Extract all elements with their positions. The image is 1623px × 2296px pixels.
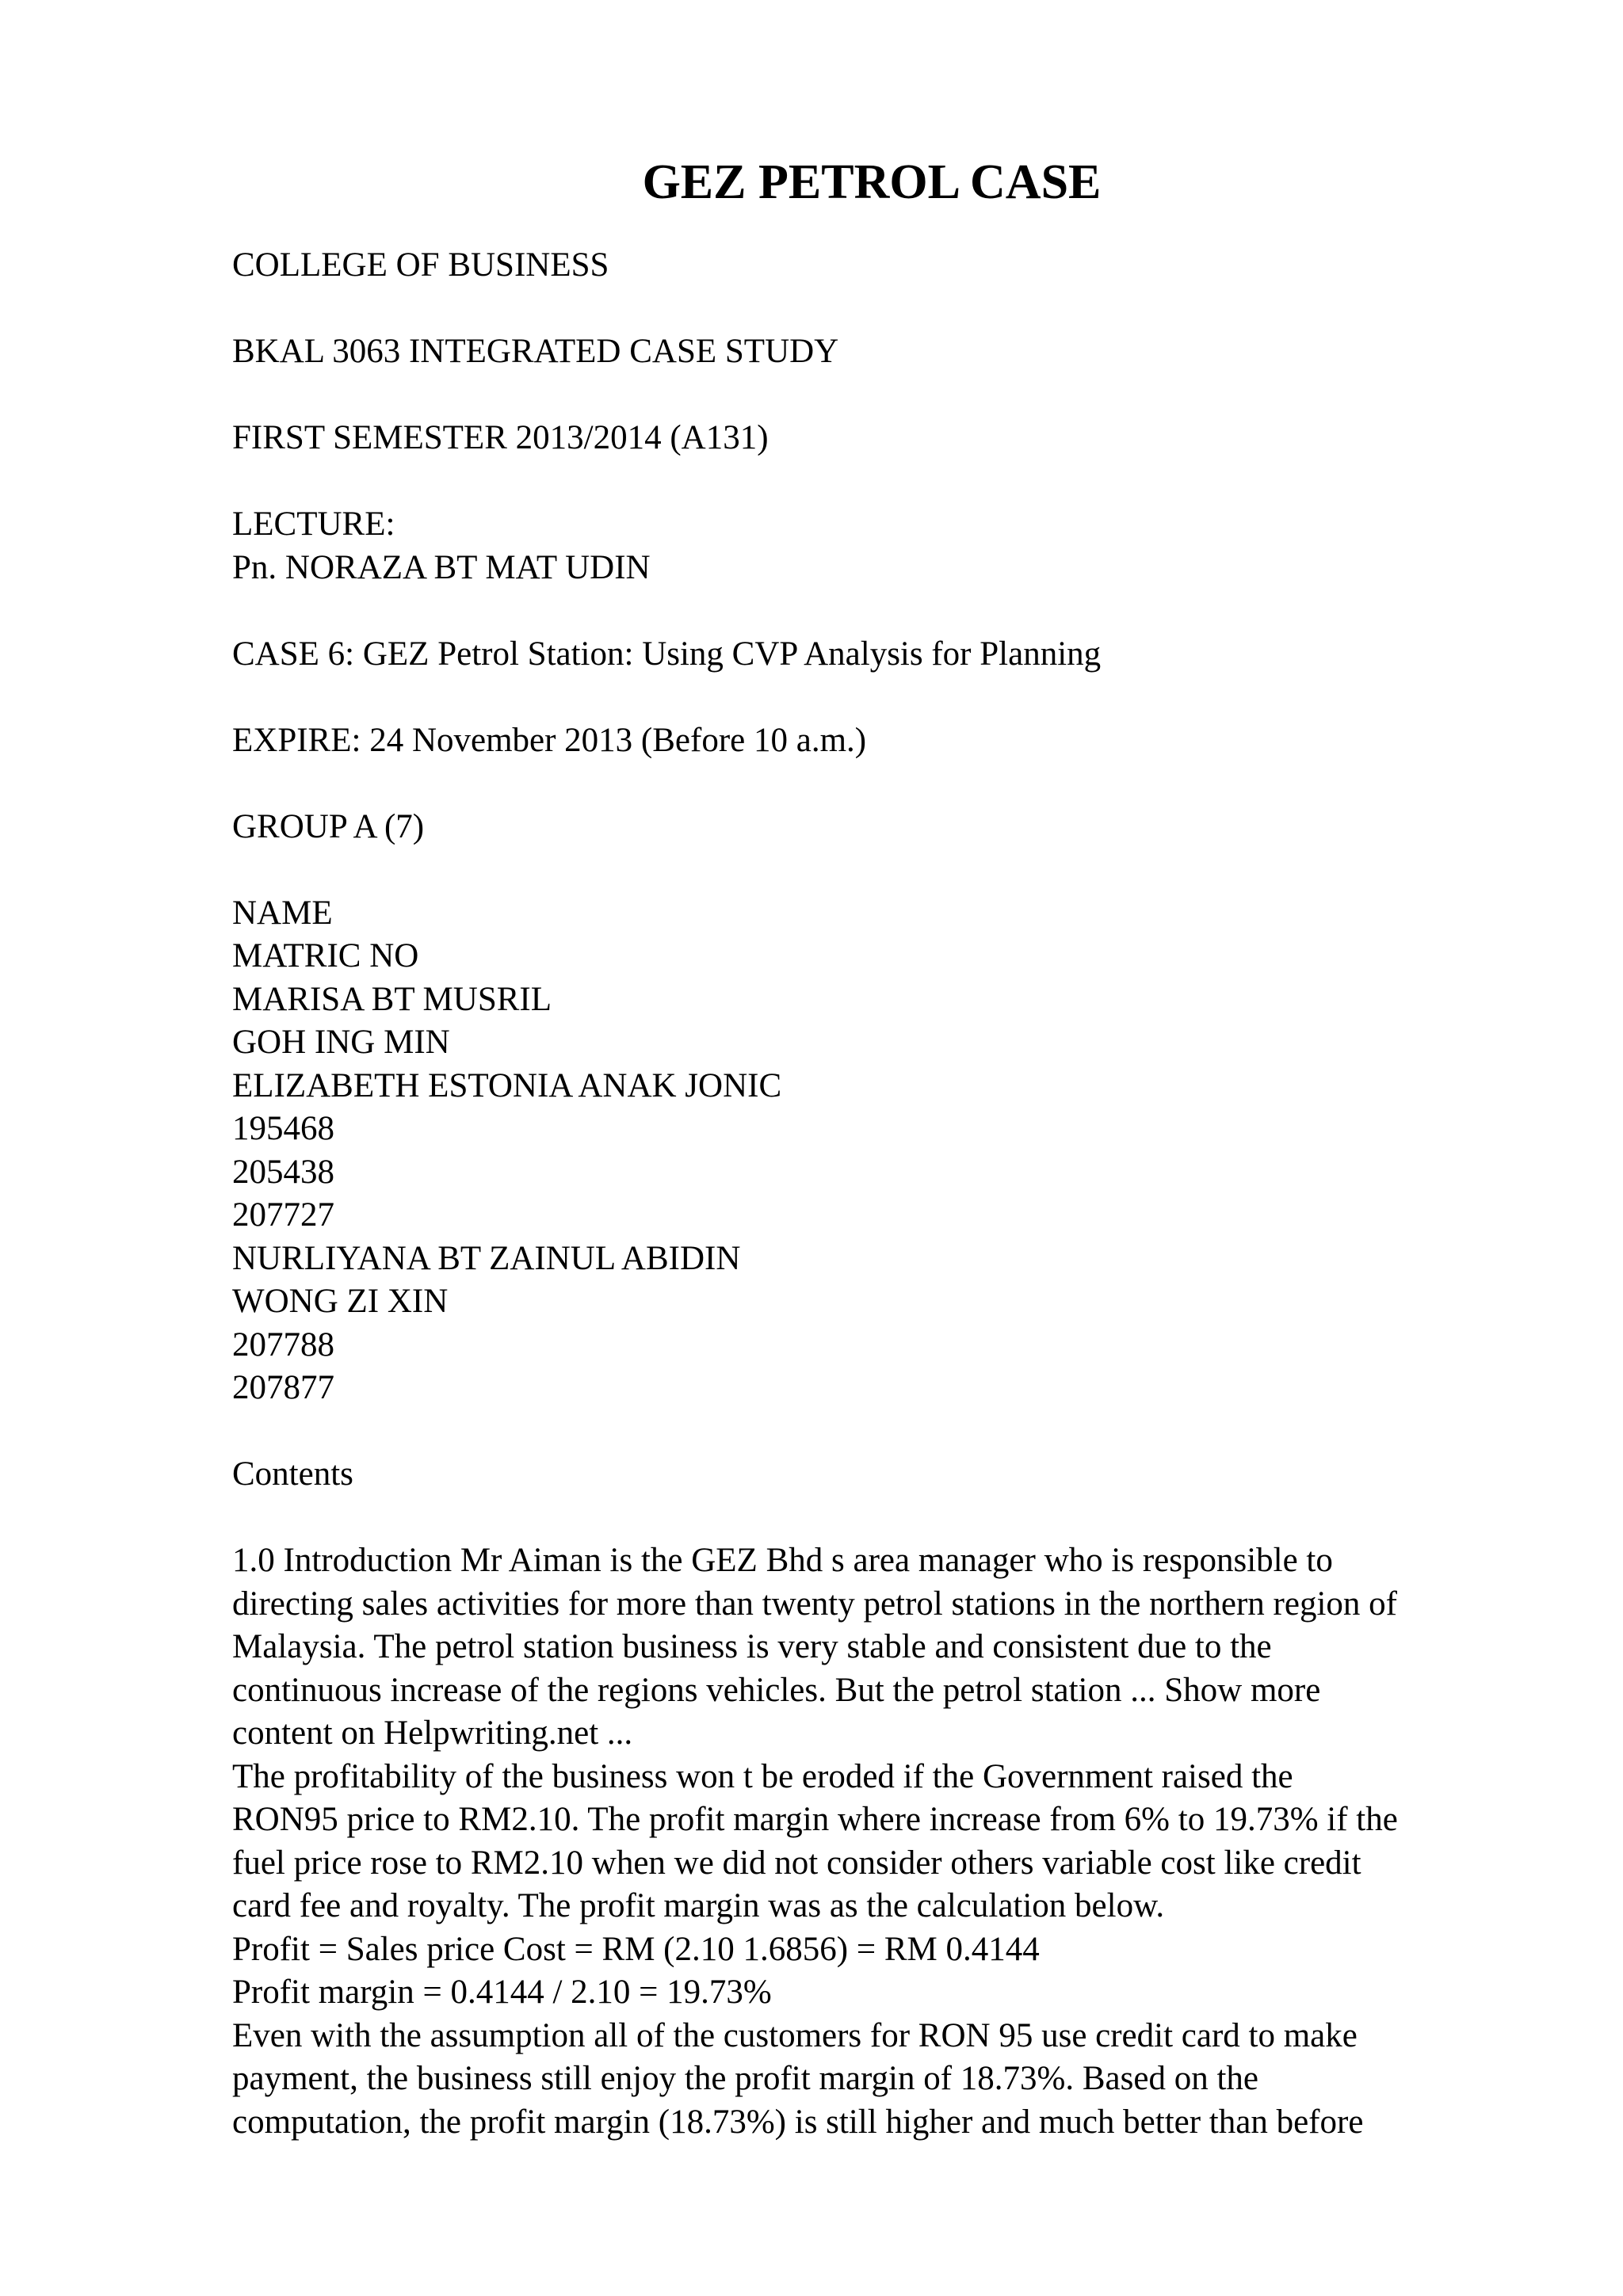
body-line: The profitability of the business won t be eroded if the Government raised the <box>232 1757 1293 1795</box>
body-line: computation, the profit margin (18.73%) is still higher and much better than before <box>232 2103 1364 2141</box>
list-item: 205438 <box>232 1153 334 1191</box>
body-line: Malaysia. The petrol station business is very stable and consistent due to the <box>232 1628 1272 1665</box>
body-line: 1.0 Introduction Mr Aiman is the GEZ Bhd s area manager who is responsible to <box>232 1542 1333 1579</box>
case-text: CASE 6: GEZ Petrol Station: Using CVP Analysis for Planning <box>232 635 1102 673</box>
document-content <box>232 244 1516 2144</box>
group-text: GROUP A (7) <box>232 807 425 845</box>
list-item: MATRIC NO <box>232 937 419 974</box>
list-item: ELIZABETH ESTONIA ANAK JONIC <box>232 1066 782 1104</box>
case-line <box>232 633 1516 677</box>
course-text: BKAL 3063 INTEGRATED CASE STUDY <box>232 333 839 370</box>
body-line: Profit = Sales price Cost = RM (2.10 1.6856) = RM 0.4144 <box>232 1930 1040 1968</box>
group-line <box>232 806 1516 849</box>
list-item: WONG ZI XIN <box>232 1283 449 1320</box>
contents-heading: Contents <box>232 1455 353 1493</box>
body-line: fuel price rose to RM2.10 when we did not consider others variable cost like credit <box>232 1844 1361 1882</box>
list-item: MARISA BT MUSRIL <box>232 980 552 1018</box>
members-list <box>232 892 1516 1410</box>
body-line: continuous increase of the regions vehicles. But the petrol station ... Show more <box>232 1671 1321 1709</box>
body-line: RON95 price to RM2.10. The profit margin where increase from 6% to 19.73% if the <box>232 1801 1398 1838</box>
document-title: GEZ PETROL CASE <box>642 155 1102 209</box>
contents-heading-line <box>232 1453 1516 1497</box>
body-line: payment, the business still enjoy the profit margin of 18.73%. Based on the <box>232 2060 1258 2097</box>
expire-text: EXPIRE: 24 November 2013 (Before 10 a.m.) <box>232 721 867 759</box>
course-line <box>232 330 1516 374</box>
body-line: Profit margin = 0.4144 / 2.10 = 19.73% <box>232 1974 772 2011</box>
list-item: 207877 <box>232 1369 334 1406</box>
expire-line <box>232 719 1516 763</box>
body-text <box>232 1539 1516 2144</box>
list-item: GOH ING MIN <box>232 1024 450 1061</box>
lecture-block <box>232 503 1516 589</box>
body-line: content on Helpwriting.net ... <box>232 1714 633 1752</box>
body-line: directing sales activities for more than twenty petrol stations in the northern region of <box>232 1585 1397 1623</box>
college-line <box>232 244 1516 288</box>
body-line: Even with the assumption all of the customers for RON 95 use credit card to make <box>232 2016 1358 2054</box>
semester-text: FIRST SEMESTER 2013/2014 (A131) <box>232 419 769 456</box>
semester-line <box>232 417 1516 460</box>
list-item: 195468 <box>232 1110 334 1147</box>
college-text: COLLEGE OF BUSINESS <box>232 246 609 284</box>
list-item: 207788 <box>232 1325 334 1363</box>
list-item: 207727 <box>232 1196 334 1234</box>
list-item: NAME <box>232 894 333 932</box>
lecturer-name: Pn. NORAZA BT MAT UDIN <box>232 548 651 586</box>
list-item: NURLIYANA BT ZAINUL ABIDIN <box>232 1239 741 1277</box>
body-line: card fee and royalty. The profit margin was as the calculation below. <box>232 1887 1165 1924</box>
lecture-label: LECTURE: <box>232 505 395 543</box>
